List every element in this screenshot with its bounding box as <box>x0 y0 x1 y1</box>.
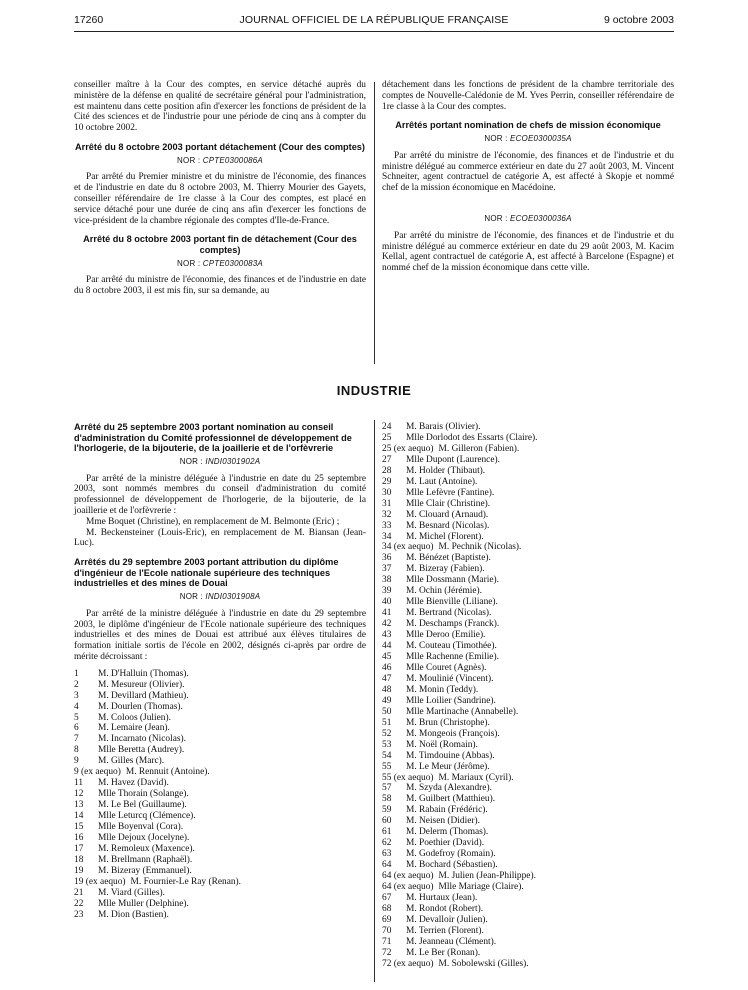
issue-date: 9 octobre 2003 <box>603 14 674 26</box>
rank-number: 67 <box>382 892 392 903</box>
graduate-name: M. Ochin (Jérémie). <box>406 586 483 597</box>
graduate-name: Mlle Bienville (Liliane). <box>406 597 498 608</box>
graduate-name: M. Brellmann (Raphaël). <box>98 854 193 865</box>
graduate-name: M. Couteau (Timothée). <box>406 641 497 652</box>
graduate-name: M. Bertrand (Nicolas). <box>406 608 492 619</box>
rank-number: 30 <box>382 487 392 498</box>
ranking-entry <box>382 882 674 893</box>
ranking-entry <box>74 910 366 921</box>
graduate-name: M. Godefroy (Romain). <box>406 849 496 860</box>
decree-text: Par arrêté de la ministre déléguée à l'industrie en date du 25 septembre 2003, sont nommés membres du conseil d'administration du comité professionnel de développement de l'horlogerie, de la bijouterie, de la joaillerie et de l'orfèvrerie : <box>74 473 366 516</box>
ranking-entry <box>74 669 366 680</box>
nor-reference: NOR : CPTE0300083A <box>177 258 263 268</box>
graduate-name: M. Devalloir (Julien). <box>406 914 488 925</box>
bottom-left-column <box>74 422 366 921</box>
graduate-name: M. Moulinié (Vincent). <box>406 673 494 684</box>
graduate-name: M. Bochard (Sébastien). <box>406 860 498 871</box>
rank-number: 6 <box>74 723 79 734</box>
graduate-name: M. Bizeray (Fabien). <box>406 564 485 575</box>
rank-number: 46 <box>382 662 392 673</box>
decree-text: Par arrêté du Premier ministre et du ministre de l'économie, des finances et de l'industrie en date du 8 octobre 2003, M. Thierry Mourier des Gayets, conseiller référendaire de 1re classe à la Cour des comptes, est placé en service détaché pour une durée de cinq ans afin d'exercer les fonctions de vice-président de la chambre régionale des comptes d'Ile-de-France. <box>74 172 366 226</box>
rank-number: 61 <box>382 827 392 838</box>
graduate-name: Mlle Couret (Agnès). <box>406 662 487 673</box>
rank-number: 5 <box>74 712 79 723</box>
ranking-entry <box>382 926 674 937</box>
ranking-entry <box>74 866 366 877</box>
graduate-name: M. Rondot (Robert). <box>406 903 484 914</box>
rank-number: 32 <box>382 509 392 520</box>
rank-number: 1 <box>74 668 79 679</box>
graduate-name: M. D'Halluin (Thomas). <box>98 668 189 679</box>
graduate-name: Mlle Dejoux (Jocelyne). <box>98 833 190 844</box>
graduate-name: M. Delerm (Thomas). <box>406 827 489 838</box>
rank-number: 60 <box>382 816 392 827</box>
graduate-name: M. Mariaux (Cyril). <box>438 772 514 783</box>
graduate-name: M. Noël (Romain). <box>406 739 478 750</box>
graduate-name: M. Julien (Jean-Philippe). <box>438 871 536 882</box>
graduate-name: M. Clouard (Arnaud). <box>406 509 489 520</box>
ranking-entry <box>74 767 366 778</box>
rank-number: 38 <box>382 575 392 586</box>
ranking-entry <box>382 652 674 663</box>
ranking-entry <box>382 729 674 740</box>
rank-number: 68 <box>382 903 392 914</box>
rank-number: 24 <box>382 422 392 432</box>
rank-number: 19 <box>74 865 84 876</box>
decree-title: Arrêté du 8 octobre 2003 portant détachement (Cour des comptes) <box>75 141 365 152</box>
graduate-name: M. Remoleux (Maxence). <box>98 843 195 854</box>
graduate-name: M. Rabain (Frédéric). <box>406 805 488 816</box>
rank-number: 33 <box>382 520 392 531</box>
ranking-entry <box>74 899 366 910</box>
rank-number: 28 <box>382 465 392 476</box>
ranking-entry <box>382 794 674 805</box>
ranking-entry <box>382 685 674 696</box>
ranking-entry <box>382 915 674 926</box>
graduate-name: Mlle Dossmann (Marie). <box>406 575 499 586</box>
decree-title: Arrêté du 25 septembre 2003 portant nomination au conseil d'administration du Comité professionnel de développement de l'horlogerie, de la bijouterie, de la joaillerie et de l'orfèvrerie <box>74 422 352 454</box>
ranking-entry <box>382 751 674 762</box>
graduate-name: Mlle Rachenne (Emilie). <box>406 652 499 663</box>
rank-number: 41 <box>382 608 392 619</box>
ranking-entry <box>382 433 674 444</box>
rank-number: 23 <box>74 909 84 920</box>
rank-number: 31 <box>382 498 392 509</box>
column-divider <box>374 82 375 364</box>
ranking-entry <box>382 937 674 948</box>
rank-number: 45 <box>382 652 392 663</box>
ranking-entry <box>382 510 674 521</box>
rank-number: 34 (ex aequo) <box>382 542 434 553</box>
ranking-entry <box>74 789 366 800</box>
rank-number: 43 <box>382 630 392 641</box>
ranking-entry <box>382 740 674 751</box>
ranking-entry <box>74 756 366 767</box>
rank-number: 36 <box>382 553 392 564</box>
ranking-entry <box>74 723 366 734</box>
rank-number: 18 <box>74 854 84 865</box>
ranking-entry <box>382 564 674 575</box>
graduate-name: M. Laut (Antoine). <box>406 476 478 487</box>
ranking-entry <box>382 827 674 838</box>
ranking-entry <box>382 455 674 466</box>
ranking-entry <box>74 734 366 745</box>
rank-number: 57 <box>382 783 392 794</box>
ranking-entry <box>382 488 674 499</box>
graduate-name: M. Dourlen (Thomas). <box>98 701 183 712</box>
graduate-name: Mlle Beretta (Audrey). <box>98 745 185 756</box>
rank-number: 2 <box>74 679 79 690</box>
section-title: INDUSTRIE <box>336 383 412 398</box>
ranking-entry <box>382 860 674 871</box>
ranking-entry <box>382 499 674 510</box>
ranking-entry <box>382 597 674 608</box>
graduate-name: Mlle Leturcq (Clémence). <box>98 811 196 822</box>
rank-number: 27 <box>382 454 392 465</box>
ranking-entry <box>382 608 674 619</box>
rank-number: 17 <box>74 843 84 854</box>
top-right-column <box>382 80 674 274</box>
ranking-entry <box>74 855 366 866</box>
rank-number: 44 <box>382 641 392 652</box>
ranking-entry <box>382 762 674 773</box>
graduate-name: Mlle Muller (Delphine). <box>98 898 189 909</box>
graduate-name: Mlle Mariage (Claire). <box>438 882 524 893</box>
graduate-name: M. Brun (Christophe). <box>406 717 490 728</box>
rank-number: 15 <box>74 822 84 833</box>
ranking-entry <box>382 696 674 707</box>
ranking-entry <box>74 844 366 855</box>
rank-number: 64 <box>382 860 392 871</box>
graduate-name: Mlle Dupont (Laurence). <box>406 454 500 465</box>
continued-paragraph: détachement dans les fonctions de président de la chambre territoriale des comptes de Nouvelle-Calédonie de M. Yves Perrin, conseiller référendaire de 1re classe à la Cour des comptes. <box>382 80 674 112</box>
top-left-column <box>74 80 366 297</box>
rank-number: 54 <box>382 750 392 761</box>
page-number: 17260 <box>74 14 104 26</box>
rank-number: 64 (ex aequo) <box>382 882 434 893</box>
appointee-line: M. Beckensteiner (Louis-Eric), en remplacement de M. Biansan (Jean-Luc). <box>74 527 366 549</box>
ranking-entry <box>382 553 674 564</box>
continued-paragraph: conseiller maître à la Cour des comptes, en service détaché auprès du ministère de la défense en qualité de secrétaire général pour l'administration, est maintenu dans cette position afin d'exercer les fonctions de président de la Cité des sciences et de l'industrie pour une période de cinq ans à compter du 10 octobre 2002. <box>74 80 366 134</box>
graduate-name: M. Mesureur (Olivier). <box>98 679 185 690</box>
appointee-line: Mme Boquet (Christine), en remplacement de M. Belmonte (Eric) ; <box>86 516 340 527</box>
rank-number: 9 <box>74 756 79 767</box>
graduate-name: M. Sobolewski (Gilles). <box>438 958 529 969</box>
rank-number: 8 <box>74 745 79 756</box>
rank-number: 29 <box>382 476 392 487</box>
ranking-entry <box>382 707 674 718</box>
graduate-name: M. Hurtaux (Jean). <box>406 892 478 903</box>
ranking-entry <box>74 800 366 811</box>
ranking-entry <box>382 783 674 794</box>
graduate-name: M. Bénézet (Baptiste). <box>406 553 491 564</box>
ranking-entry <box>382 422 674 433</box>
nor-reference: NOR : INDI0301908A <box>179 591 261 601</box>
graduate-name: M. Jeanneau (Clément). <box>406 936 497 947</box>
ranking-entry <box>382 641 674 652</box>
graduate-name: M. Le Ber (Ronan). <box>406 947 481 958</box>
ranking-entry <box>74 833 366 844</box>
rank-number: 25 (ex aequo) <box>382 443 434 454</box>
graduate-name: M. Michel (Florent). <box>406 531 484 542</box>
graduate-name: M. Le Bel (Guillaume). <box>98 800 187 811</box>
graduate-name: M. Gilleron (Fabien). <box>438 443 520 454</box>
graduate-name: Mlle Boyenval (Cora). <box>98 822 184 833</box>
rank-number: 42 <box>382 619 392 630</box>
graduate-name: M. Fournier-Le Ray (Renan). <box>130 876 242 887</box>
rank-number: 39 <box>382 586 392 597</box>
ranking-entry <box>74 888 366 899</box>
ranking-entry <box>382 466 674 477</box>
graduate-name: M. Monin (Teddy). <box>406 684 479 695</box>
ranking-entry <box>382 838 674 849</box>
rank-number: 37 <box>382 564 392 575</box>
ranking-entry <box>74 680 366 691</box>
bottom-right-column <box>382 422 674 970</box>
ranking-list-right <box>382 422 674 970</box>
rank-number: 4 <box>74 701 79 712</box>
graduate-name: M. Mongeois (François). <box>406 728 500 739</box>
rank-number: 50 <box>382 706 392 717</box>
graduate-name: M. Rennuit (Antoine). <box>125 767 210 778</box>
rank-number: 63 <box>382 849 392 860</box>
graduate-name: M. Poethier (David). <box>406 838 485 849</box>
rank-number: 19 (ex aequo) <box>74 876 126 887</box>
ranking-entry <box>382 619 674 630</box>
ranking-entry <box>382 532 674 543</box>
rank-number: 59 <box>382 805 392 816</box>
ranking-entry <box>382 663 674 674</box>
rank-number: 49 <box>382 695 392 706</box>
nor-reference: NOR : ECOE0300035A <box>484 133 572 143</box>
decree-title: Arrêtés du 29 septembre 2003 portant attribution du diplôme d'ingénieur de l'Ecole nationale supérieure des techniques industrielles et des mines de Douai <box>74 557 339 589</box>
decree-title: Arrêté du 8 octobre 2003 portant fin de détachement (Cour des comptes) <box>83 234 357 255</box>
ranking-entry <box>382 893 674 904</box>
rank-number: 52 <box>382 728 392 739</box>
rank-number: 47 <box>382 673 392 684</box>
ranking-entry <box>382 521 674 532</box>
ranking-entry <box>74 778 366 789</box>
graduate-name: M. Viard (Gilles). <box>98 887 165 898</box>
graduate-name: M. Incarnato (Nicolas). <box>98 734 186 745</box>
rank-number: 16 <box>74 833 84 844</box>
page-header <box>74 14 674 28</box>
ranking-entry <box>382 444 674 455</box>
nor-reference: NOR : ECOE0300036A <box>484 213 572 223</box>
journal-title: JOURNAL OFFICIEL DE LA RÉPUBLIQUE FRANÇAISE <box>239 14 509 26</box>
ranking-entry <box>74 877 366 888</box>
graduate-name: M. Besnard (Nicolas). <box>406 520 490 531</box>
rank-number: 48 <box>382 684 392 695</box>
ranking-entry <box>382 849 674 860</box>
graduate-name: M. Dion (Bastien). <box>98 909 169 920</box>
rank-number: 64 (ex aequo) <box>382 871 434 882</box>
ranking-entry <box>74 702 366 713</box>
column-divider <box>374 420 375 982</box>
graduate-name: Mlle Loilier (Sandrine). <box>406 695 496 706</box>
rank-number: 72 (ex aequo) <box>382 958 434 969</box>
rank-number: 51 <box>382 717 392 728</box>
graduate-name: M. Bizeray (Emmanuel). <box>98 865 192 876</box>
graduate-name: M. Pechnik (Nicolas). <box>438 542 522 553</box>
rank-number: 14 <box>74 811 84 822</box>
rank-number: 70 <box>382 925 392 936</box>
ranking-entry <box>382 948 674 959</box>
graduate-name: M. Coloos (Julien). <box>98 712 171 723</box>
ranking-entry <box>382 805 674 816</box>
decree-text: Par arrêté du ministre de l'économie, des finances et de l'industrie et du ministre délégué au commerce extérieur en date du 29 août 2003, M. Kacim Kellal, agent contractuel de catégorie A, est affecté à Barcelone (Espagne) et nommé chef de la mission économique dans cette ville. <box>382 230 674 274</box>
graduate-name: M. Gilles (Marc). <box>98 756 165 767</box>
rank-number: 55 (ex aequo) <box>382 772 434 783</box>
graduate-name: M. Holder (Thibaut). <box>406 465 486 476</box>
rank-number: 53 <box>382 739 392 750</box>
ranking-entry <box>382 477 674 488</box>
rank-number: 9 (ex aequo) <box>74 767 121 778</box>
graduate-name: Mlle Thorain (Solange). <box>98 789 189 800</box>
graduate-name: M. Devillard (Mathieu). <box>98 690 189 701</box>
graduate-name: M. Guilbert (Matthieu). <box>406 794 496 805</box>
ranking-entry <box>382 674 674 685</box>
ranking-entry <box>74 691 366 702</box>
ranking-entry <box>382 773 674 784</box>
graduate-name: Mlle Deroo (Emilie). <box>406 630 486 641</box>
ranking-entry <box>382 630 674 641</box>
graduate-name: M. Barais (Olivier). <box>406 422 481 432</box>
rank-number: 34 <box>382 531 392 542</box>
rank-number: 58 <box>382 794 392 805</box>
graduate-name: Mlle Lefèvre (Fantine). <box>406 487 495 498</box>
ranking-entry <box>382 718 674 729</box>
decree-text: Par arrêté du ministre de l'économie, des finances et de l'industrie et du ministre délégué au commerce extérieur en date du 27 août 2003, M. Vincent Schneiter, agent contractuel de catégorie A, est affecté à Skopje et nommé chef de la mission économique en Macédoine. <box>382 150 674 194</box>
ranking-entry <box>382 904 674 915</box>
nor-reference: NOR : CPTE0300086A <box>177 155 263 165</box>
ranking-entry <box>74 822 366 833</box>
graduate-name: M. Timdouine (Abbas). <box>406 750 495 761</box>
header-rule <box>74 31 674 32</box>
graduate-name: M. Deschamps (Franck). <box>406 619 500 630</box>
graduate-name: Mlle Clair (Christine). <box>406 498 491 509</box>
rank-number: 62 <box>382 838 392 849</box>
ranking-entry <box>382 575 674 586</box>
rank-number: 21 <box>74 887 84 898</box>
rank-number: 7 <box>74 734 79 745</box>
ranking-entry <box>382 959 674 970</box>
rank-number: 3 <box>74 690 79 701</box>
ranking-entry <box>74 811 366 822</box>
decree-title: Arrêtés portant nomination de chefs de mission économique <box>395 120 661 131</box>
graduate-name: M. Neisen (Didier). <box>406 816 480 827</box>
graduate-name: M. Havez (David). <box>98 778 169 789</box>
ranking-entry <box>74 713 366 724</box>
rank-number: 12 <box>74 789 84 800</box>
rank-number: 40 <box>382 597 392 608</box>
ranking-entry <box>74 745 366 756</box>
ranking-entry <box>382 871 674 882</box>
graduate-name: M. Terrien (Florent). <box>406 925 484 936</box>
ranking-entry <box>382 816 674 827</box>
rank-number: 71 <box>382 936 392 947</box>
rank-number: 13 <box>74 800 84 811</box>
graduate-name: M. Szyda (Alexandre). <box>406 783 492 794</box>
graduate-name: M. Lemaire (Jean). <box>98 723 170 734</box>
rank-number: 25 <box>382 432 392 443</box>
rank-number: 72 <box>382 947 392 958</box>
rank-number: 22 <box>74 898 84 909</box>
nor-reference: NOR : INDI0301902A <box>179 456 261 466</box>
graduate-name: M. Le Meur (Jérôme). <box>406 761 490 772</box>
ranking-list-left <box>74 669 366 921</box>
decree-text: Par arrêté de la ministre déléguée à l'industrie en date du 29 septembre 2003, le diplôme d'ingénieur de l'Ecole nationale supérieure des techniques industrielles et des mines de Douai est attribué aux élèves titulaires de formation initiale sortis de l'école en 2002, désignés ci-après par ordre de mérite décroissant : <box>74 608 366 662</box>
decree-text: Par arrêté du ministre de l'économie, des finances et de l'industrie en date du 8 octobre 2003, il est mis fin, sur sa demande, au <box>74 275 366 297</box>
graduate-name: Mlle Martinache (Annabelle). <box>406 706 519 717</box>
rank-number: 69 <box>382 914 392 925</box>
graduate-name: Mlle Dorlodot des Essarts (Claire). <box>406 432 538 443</box>
rank-number: 11 <box>74 778 84 789</box>
rank-number: 55 <box>382 761 392 772</box>
ranking-entry <box>382 586 674 597</box>
ranking-entry <box>382 542 674 553</box>
